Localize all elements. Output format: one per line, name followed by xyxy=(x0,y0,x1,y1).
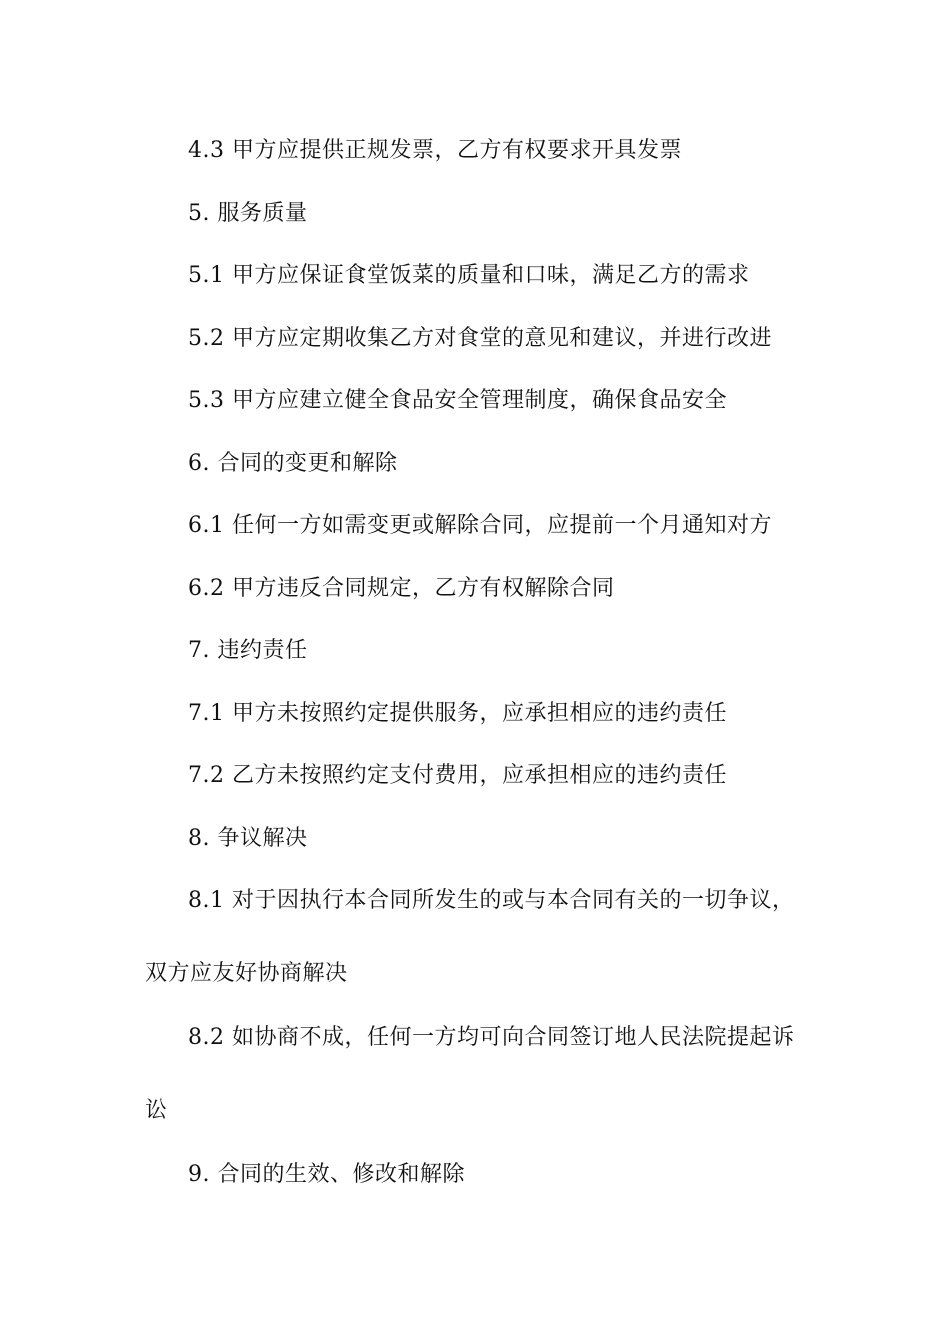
clause-8-2-continuation: 讼 xyxy=(145,1098,168,1123)
section-9-heading: 9. 合同的生效、修改和解除 xyxy=(188,1162,465,1187)
clause-5-1: 5.1 甲方应保证食堂饭菜的质量和口味，满足乙方的需求 xyxy=(188,263,750,288)
clause-6-1: 6.1 任何一方如需变更或解除合同，应提前一个月通知对方 xyxy=(188,513,772,538)
section-8-heading: 8. 争议解决 xyxy=(188,826,308,851)
clause-5-3: 5.3 甲方应建立健全食品安全管理制度，确保食品安全 xyxy=(188,388,727,413)
clause-8-1: 8.1 对于因执行本合同所发生的或与本合同有关的一切争议， xyxy=(188,888,795,913)
clause-5-2: 5.2 甲方应定期收集乙方对食堂的意见和建议，并进行改进 xyxy=(188,326,772,351)
section-5-heading: 5. 服务质量 xyxy=(188,201,308,226)
clause-4-3: 4.3 甲方应提供正规发票，乙方有权要求开具发票 xyxy=(188,138,682,163)
section-7-heading: 7. 违约责任 xyxy=(188,638,308,663)
section-6-heading: 6. 合同的变更和解除 xyxy=(188,451,398,476)
clause-8-2: 8.2 如协商不成，任何一方均可向合同签订地人民法院提起诉 xyxy=(188,1025,795,1050)
clause-8-1-continuation: 双方应友好协商解决 xyxy=(145,961,348,986)
clause-7-2: 7.2 乙方未按照约定支付费用，应承担相应的违约责任 xyxy=(188,763,727,788)
clause-6-2: 6.2 甲方违反合同规定，乙方有权解除合同 xyxy=(188,576,615,601)
clause-7-1: 7.1 甲方未按照约定提供服务，应承担相应的违约责任 xyxy=(188,701,727,726)
